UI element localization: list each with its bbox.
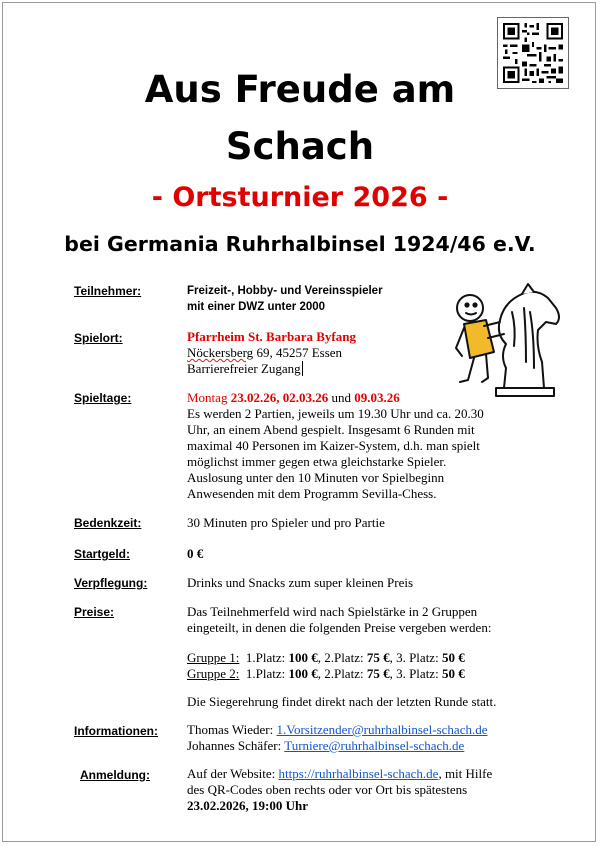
street-rest: 69, 45257 Essen: [253, 345, 343, 360]
teilnehmer-line-2: mit einer DWZ unter 2000: [187, 301, 326, 313]
website-link[interactable]: https://ruhrhalbinsel-schach.de: [278, 766, 439, 781]
spielort-venue: Pfarrheim St. Barbara Byfang: [187, 329, 356, 344]
spieltage-text-line: maximal 40 Personen im Kaizer-System, d.h. man spielt: [187, 438, 480, 453]
spielort-label: Spielort:: [74, 331, 123, 345]
spielort-address: [187, 345, 532, 361]
title-line-2: Schach: [225, 125, 375, 168]
spieltage-text-line: Anwesenden mit dem Programm Sevilla-Chess.: [187, 486, 437, 501]
spieltage-text-line: Uhr, an einem Abend gespielt. Insgesamt 6 Runden mit: [187, 422, 475, 437]
anmeldung-deadline: 23.02.2026, 19:00 Uhr: [187, 798, 308, 813]
subtitle: - Ortsturnier 2026 -: [151, 182, 449, 213]
anmeldung-label: Anmeldung:: [80, 768, 150, 782]
startgeld-value: 0 €: [187, 546, 204, 561]
spieltage-text-line: Es werden 2 Partien, jeweils um 19.30 Uhr und ca. 20.30: [187, 406, 484, 421]
spieltage-label: Spieltage:: [74, 391, 132, 405]
email-link-turniere[interactable]: Turniere@ruhrhalbinsel-schach.de: [284, 738, 465, 753]
verpflegung-value: Drinks und Snacks zum super kleinen Preis: [187, 575, 414, 590]
email-link-vorsitzender[interactable]: 1.Vorsitzender@ruhrhalbinsel-schach.de: [276, 722, 488, 737]
preise-group-2: Gruppe 2: 1.Platz: 100 €, 2.Platz: 75 €, 3. Platz: 50 €: [187, 666, 465, 681]
title-line-1: Aus Freude am: [144, 68, 456, 111]
spieltage-text-line: Auslosung unter den 10 Minuten vor Spielbeginn: [187, 470, 445, 485]
preise-group-1: Gruppe 1: 1.Platz: 100 €, 2.Platz: 75 €, 3. Platz: 50 €: [187, 650, 465, 665]
club-name: bei Germania Ruhrhalbinsel 1924/46 e.V.: [64, 232, 536, 256]
street-name: Nöckersberg: [187, 345, 254, 360]
contact-johannes: Johannes Schäfer: Turniere@ruhrhalbinsel-schach.de: [187, 738, 465, 753]
teilnehmer-label: Teilnehmer:: [74, 284, 142, 298]
bedenkzeit-value: 30 Minuten pro Spieler und pro Partie: [187, 515, 385, 530]
preise-intro-2: eingeteilt, in denen die folgenden Preise vergeben werden:: [187, 620, 492, 635]
verpflegung-label: Verpflegung:: [74, 576, 148, 590]
preise-label: Preise:: [74, 605, 115, 619]
spielort-access: Barrierefreier Zugang: [187, 361, 301, 376]
spieltage-dates: Montag 23.02.26, 02.03.26 und 09.03.26: [187, 390, 400, 405]
preise-intro-1: Das Teilnehmerfeld wird nach Spielstärke in 2 Gruppen: [187, 604, 478, 619]
spieltage-text-line: möglichst immer gegen etwa gleichstarke Spieler.: [187, 454, 447, 469]
anmeldung-line-2: des QR-Codes oben rechts oder vor Ort bis spätestens: [187, 782, 468, 797]
contact-thomas: Thomas Wieder: 1.Vorsitzender@ruhrhalbinsel-schach.de: [187, 722, 488, 737]
anmeldung-line-1: Auf der Website: https://ruhrhalbinsel-schach.de, mit Hilfe: [187, 766, 493, 781]
informationen-label: Informationen:: [74, 724, 158, 738]
bedenkzeit-label: Bedenkzeit:: [74, 516, 142, 530]
preise-ceremony: Die Siegerehrung findet direkt nach der letzten Runde statt.: [187, 694, 497, 709]
teilnehmer-line-1: Freizeit-, Hobby- und Vereinsspieler: [187, 285, 383, 297]
startgeld-label: Startgeld:: [74, 547, 131, 561]
